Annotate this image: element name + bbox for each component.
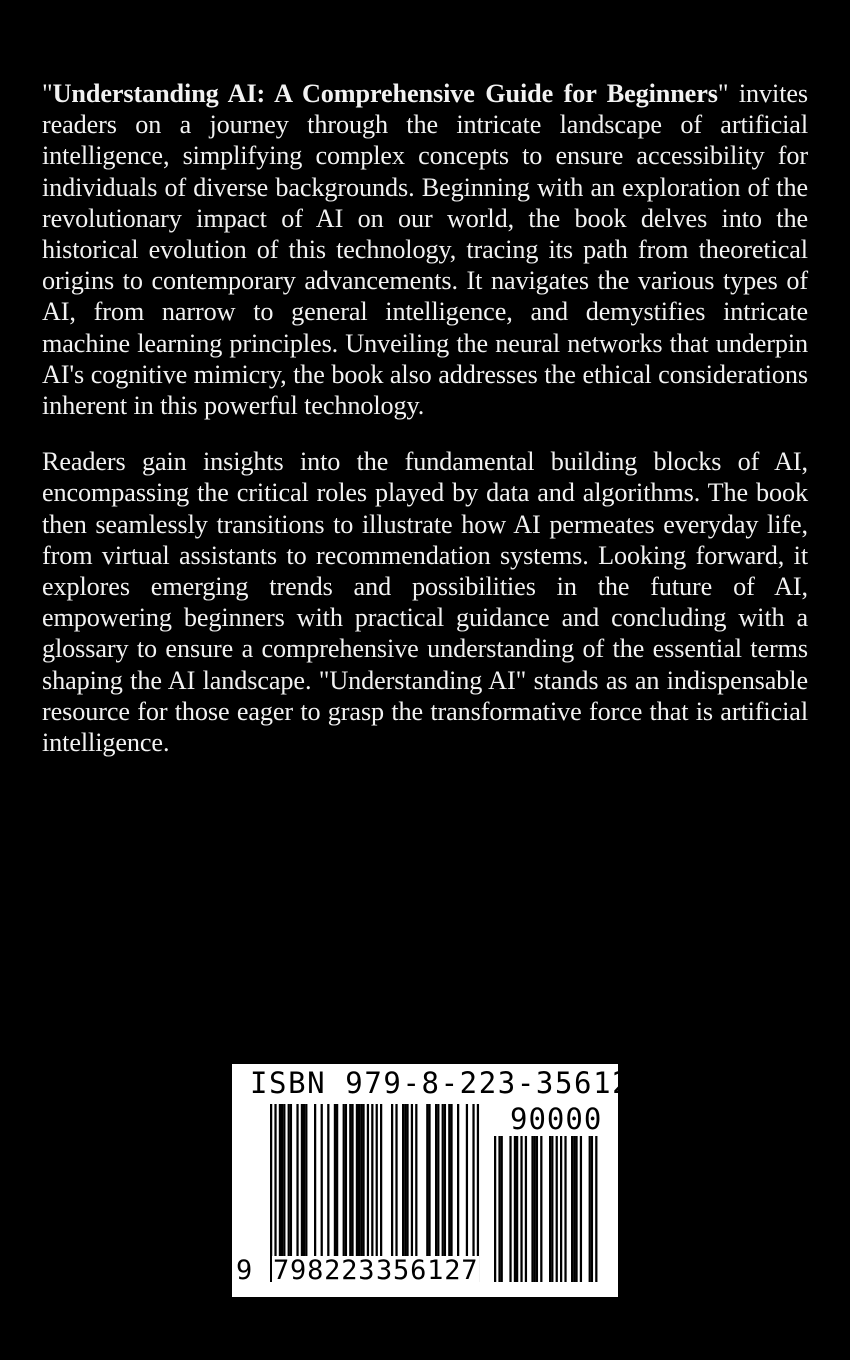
ean13-bar: [457, 1104, 459, 1259]
ean13-bar: [362, 1104, 364, 1259]
ean5-addon-bar: [571, 1136, 573, 1282]
ean5-addon-bar: [575, 1136, 577, 1282]
ean13-bar: [428, 1104, 430, 1259]
ean5-addon-bar: [536, 1136, 538, 1282]
price-code: 90000: [510, 1102, 603, 1136]
ean5-addon-bar: [580, 1136, 582, 1282]
ean13-bar: [314, 1104, 316, 1259]
ean5-addon-bar: [595, 1136, 597, 1282]
ean5-addon-bar: [494, 1136, 496, 1282]
ean13-bar: [415, 1104, 417, 1259]
ean13-bar: [345, 1104, 347, 1259]
ean13-bar: [411, 1104, 413, 1259]
ean5-addon-bar: [509, 1136, 511, 1282]
blurb-paragraph-1: [42, 78, 808, 421]
isbn-number: ISBN 979-8-223-35612-7: [250, 1066, 670, 1100]
ean5-addon-bar: [540, 1136, 542, 1282]
ean5-addon-bar: [589, 1136, 591, 1282]
barcode-digits-left: 798223: [273, 1255, 376, 1286]
ean13-bar: [279, 1104, 281, 1259]
ean13-bar: [437, 1104, 439, 1259]
ean5-addon-bar: [520, 1136, 522, 1282]
ean13-bar: [305, 1104, 307, 1259]
ean13-bar: [301, 1104, 303, 1259]
ean5-addon-bar: [560, 1136, 562, 1282]
ean13-bar: [435, 1104, 437, 1259]
ean13-bar: [290, 1104, 292, 1259]
book-title: Understanding AI: A Comprehensive Guide for Beginners: [52, 79, 718, 108]
ean5-addon-bar: [531, 1136, 533, 1282]
ean13-bar: [442, 1104, 444, 1259]
ean5-addon-bar: [591, 1136, 593, 1282]
ean5-addon-bar: [516, 1136, 518, 1282]
ean13-bar: [444, 1104, 446, 1259]
ean5-addon-bar: [564, 1136, 566, 1282]
ean13-bar: [402, 1104, 404, 1259]
ean13-bar: [367, 1104, 369, 1259]
blurb-paragraph-2: Readers gain insights into the fundamental building blocks of AI, encompassing the critical roles played by data and algorithms. The book then seamlessly transitions to illustrate how AI permeates everyday life, from virtual assistants to recommendation systems. Looking forward, it explores emerging trends and possibilities in the future of AI, empowering beginners with practical guidance and concluding with a glossary to ensure a comprehensive understanding of the essential terms shaping the AI landscape. "Understanding AI" stands as an indispensable resource for those eager to grasp the transformative force that is artificial intelligence.: [42, 447, 808, 758]
ean13-bar: [380, 1104, 382, 1259]
ean13-bar: [406, 1104, 408, 1259]
ean5-addon-bar: [498, 1136, 500, 1282]
ean13-bar: [283, 1104, 285, 1259]
ean13-bar: [334, 1104, 336, 1259]
back-cover-blurb: [42, 78, 808, 783]
ean13-bar: [391, 1104, 393, 1259]
ean13-bar: [351, 1104, 353, 1259]
ean13-bar: [288, 1104, 290, 1259]
ean13-bar: [336, 1104, 338, 1259]
ean5-addon-bar: [551, 1136, 553, 1282]
barcode-digit-first: 9: [236, 1255, 253, 1286]
ean13-bar: [303, 1104, 305, 1259]
ean13-bar: [356, 1104, 358, 1259]
ean5-addon-bar: [556, 1136, 558, 1282]
ean5-addon-bar: [501, 1136, 503, 1282]
blurb-paragraph-1-text: " invites readers on a journey through the intricate landscape of artificial intelligence, simplifying complex concepts to ensure accessibility for individuals of diverse backgrounds. Beginning with an exploration of the revolutionary impact of AI on our world, the book delves into the historical evolution of this technology, tracing its path from theoretical origins to contemporary advancements. It navigates the various types of AI, from narrow to general intelligence, and demystifies intricate machine learning principles. Unveiling the neural networks that underpin AI's cognitive mimicry, the book also addresses the ethical considerations inherent in this powerful technology.: [42, 79, 808, 421]
barcode-digits-right: 356127: [376, 1255, 479, 1286]
ean5-addon-bar: [525, 1136, 527, 1282]
open-quote: ": [42, 79, 53, 108]
ean13-bar: [358, 1104, 360, 1259]
ean13-bar: [448, 1104, 450, 1259]
ean5-addon-bar: [549, 1136, 551, 1282]
ean5-addon-bar: [534, 1136, 536, 1282]
ean13-bar: [296, 1104, 298, 1259]
ean13-bar: [281, 1104, 283, 1259]
isbn-barcode-label: [232, 1064, 670, 1297]
ean13-bar: [404, 1104, 406, 1259]
ean13-bar: [360, 1104, 362, 1259]
ean13-bar: [466, 1104, 468, 1259]
ean13-bar: [395, 1104, 397, 1259]
ean13-bar: [327, 1104, 329, 1259]
ean13-bar: [321, 1104, 323, 1259]
ean13-bar: [343, 1104, 345, 1259]
ean5-addon-bar: [573, 1136, 575, 1282]
ean13-bar: [426, 1104, 428, 1259]
ean13-bar: [450, 1104, 452, 1259]
ean5-addon-bar: [514, 1136, 516, 1282]
ean13-bar: [349, 1104, 351, 1259]
